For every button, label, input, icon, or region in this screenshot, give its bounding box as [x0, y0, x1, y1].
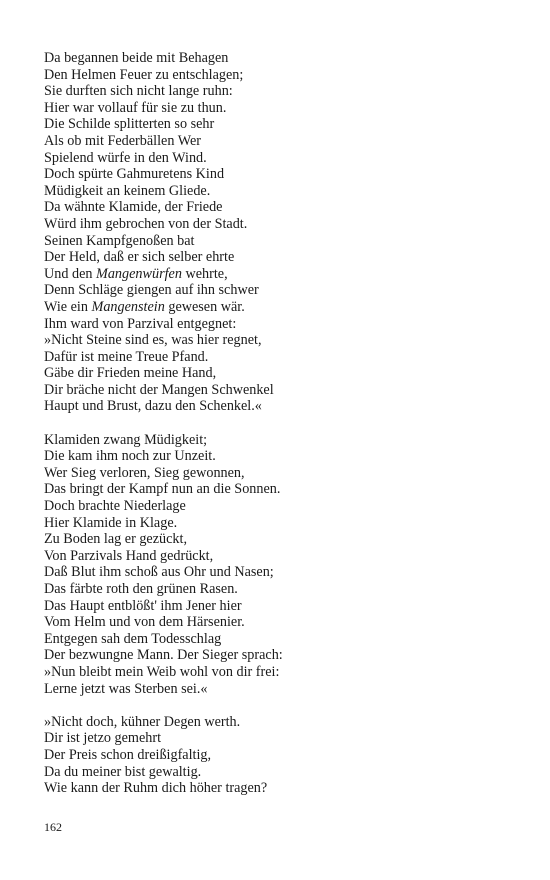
- verse-line: [44, 548, 524, 565]
- verse-line: [44, 564, 524, 581]
- verse-line: [44, 50, 524, 67]
- verse-line: [44, 349, 524, 366]
- verse-text: Wie ein: [44, 298, 92, 315]
- verse-text: »Nicht doch, kühner Degen werth.: [44, 713, 241, 730]
- verse-text: Dir bräche nicht der Mangen Schwenkel: [44, 381, 274, 398]
- verse-text: Daß Blut ihm schoß aus Ohr und Nasen;: [44, 564, 274, 581]
- verse-line: [44, 199, 524, 216]
- page-number: 162: [44, 820, 62, 834]
- verse-line: [44, 481, 524, 498]
- verse-line: [44, 681, 524, 698]
- verse-text: Wie kann der Ruhm dich höher tragen?: [44, 780, 268, 797]
- verse-text: Dir ist jetzo gemehrt: [44, 730, 162, 747]
- verse-text: »Nun bleibt mein Weib wohl von dir frei:: [44, 663, 280, 680]
- verse-text: Wer Sieg verloren, Sieg gewonnen,: [44, 464, 245, 481]
- emphasized-term: Mangenstein: [91, 298, 165, 315]
- verse-line: [44, 365, 524, 382]
- verse-text: Vom Helm und von dem Härsenier.: [44, 614, 245, 631]
- verse-text: Haupt und Brust, dazu den Schenkel.«: [44, 398, 262, 415]
- verse-text: Da wähnte Klamide, der Friede: [44, 199, 223, 216]
- verse-text: Klamiden zwang Müdigkeit;: [44, 431, 208, 448]
- verse-text: Lerne jetzt was Sterben sei.«: [44, 680, 208, 697]
- verse-text: Entgegen sah dem Todesschlag: [44, 630, 222, 647]
- verse-text: Als ob mit Federbällen Wer: [44, 132, 201, 149]
- verse-text: Der bezwungne Mann. Der Sieger sprach:: [44, 647, 283, 664]
- verse-line: [44, 581, 524, 598]
- verse-line: [44, 67, 524, 84]
- verse-text: Doch brachte Niederlage: [44, 498, 186, 515]
- verse-line: [44, 83, 524, 100]
- verse-line: [44, 398, 524, 415]
- emphasized-term: Mangenwürfen: [96, 265, 182, 282]
- verse-line: [44, 631, 524, 648]
- verse-text: Gäbe dir Frieden meine Hand,: [44, 365, 217, 382]
- verse-text: gewesen wär.: [164, 298, 245, 315]
- verse-text: Von Parzivals Hand gedrückt,: [44, 547, 214, 564]
- verse-text: Die Schilde splitterten so sehr: [44, 116, 215, 133]
- verse-line: [44, 299, 524, 316]
- stanza: [44, 432, 524, 698]
- verse-line: [44, 747, 524, 764]
- verse-line: [44, 780, 524, 797]
- verse-line: [44, 133, 524, 150]
- verse-line: [44, 498, 524, 515]
- verse-line: [44, 183, 524, 200]
- verse-text: Das färbte roth den grünen Rasen.: [44, 581, 238, 597]
- verse-text: Die kam ihm noch zur Unzeit.: [44, 448, 216, 465]
- verse-line: [44, 150, 524, 167]
- verse-text: Ihm ward von Parzival entgegnet:: [44, 315, 237, 332]
- verse-line: [44, 764, 524, 781]
- verse-line: [44, 382, 524, 399]
- verse-line: [44, 515, 524, 532]
- verse-line: [44, 332, 524, 349]
- stanza: [44, 714, 524, 797]
- verse-line: [44, 249, 524, 266]
- verse-text: »Nicht Steine sind es, was hier regnet,: [44, 332, 262, 349]
- verse-text: Seinen Kampfgenoßen bat: [44, 232, 195, 249]
- stanza: [44, 50, 524, 415]
- verse-line: [44, 714, 524, 731]
- verse-text: Denn Schläge giengen auf ihn schwer: [44, 282, 259, 299]
- poem-text-block: [44, 50, 524, 797]
- verse-line: [44, 448, 524, 465]
- verse-line: [44, 216, 524, 233]
- verse-text: Und den: [44, 265, 97, 282]
- verse-line: [44, 166, 524, 183]
- verse-text: Der Held, daß er sich selber ehrte: [44, 249, 235, 266]
- verse-text: Doch spürte Gahmuretens Kind: [44, 166, 225, 183]
- verse-text: Das Haupt entblößt' ihm Jener hier: [44, 597, 242, 614]
- verse-text: Der Preis schon dreißigfaltig,: [44, 746, 212, 763]
- verse-line: [44, 100, 524, 117]
- verse-text: Spielend würfe in den Wind.: [44, 149, 207, 166]
- verse-line: [44, 664, 524, 681]
- verse-line: [44, 730, 524, 747]
- verse-line: [44, 531, 524, 548]
- verse-text: wehrte,: [181, 265, 228, 282]
- verse-text: Da du meiner bist gewaltig.: [44, 763, 202, 780]
- verse-text: Hier war vollauf für sie zu thun.: [44, 99, 227, 116]
- verse-text: Dafür ist meine Treue Pfand.: [44, 348, 209, 365]
- verse-line: [44, 598, 524, 615]
- verse-line: [44, 116, 524, 133]
- verse-text: Da begannen beide mit Behagen: [44, 50, 229, 66]
- verse-line: [44, 266, 524, 283]
- verse-text: Sie durften sich nicht lange ruhn:: [44, 83, 233, 100]
- verse-line: [44, 432, 524, 449]
- verse-text: Hier Klamide in Klage.: [44, 514, 178, 531]
- verse-text: Würd ihm gebrochen von der Stadt.: [44, 215, 248, 232]
- verse-line: [44, 233, 524, 250]
- verse-line: [44, 465, 524, 482]
- verse-line: [44, 614, 524, 631]
- verse-text: Müdigkeit an keinem Gliede.: [44, 182, 211, 199]
- verse-line: [44, 647, 524, 664]
- verse-text: Das bringt der Kampf nun an die Sonnen.: [44, 481, 281, 498]
- verse-line: [44, 282, 524, 299]
- verse-text: Den Helmen Feuer zu entschlagen;: [44, 66, 244, 83]
- verse-line: [44, 316, 524, 333]
- verse-text: Zu Boden lag er gezückt,: [44, 531, 188, 548]
